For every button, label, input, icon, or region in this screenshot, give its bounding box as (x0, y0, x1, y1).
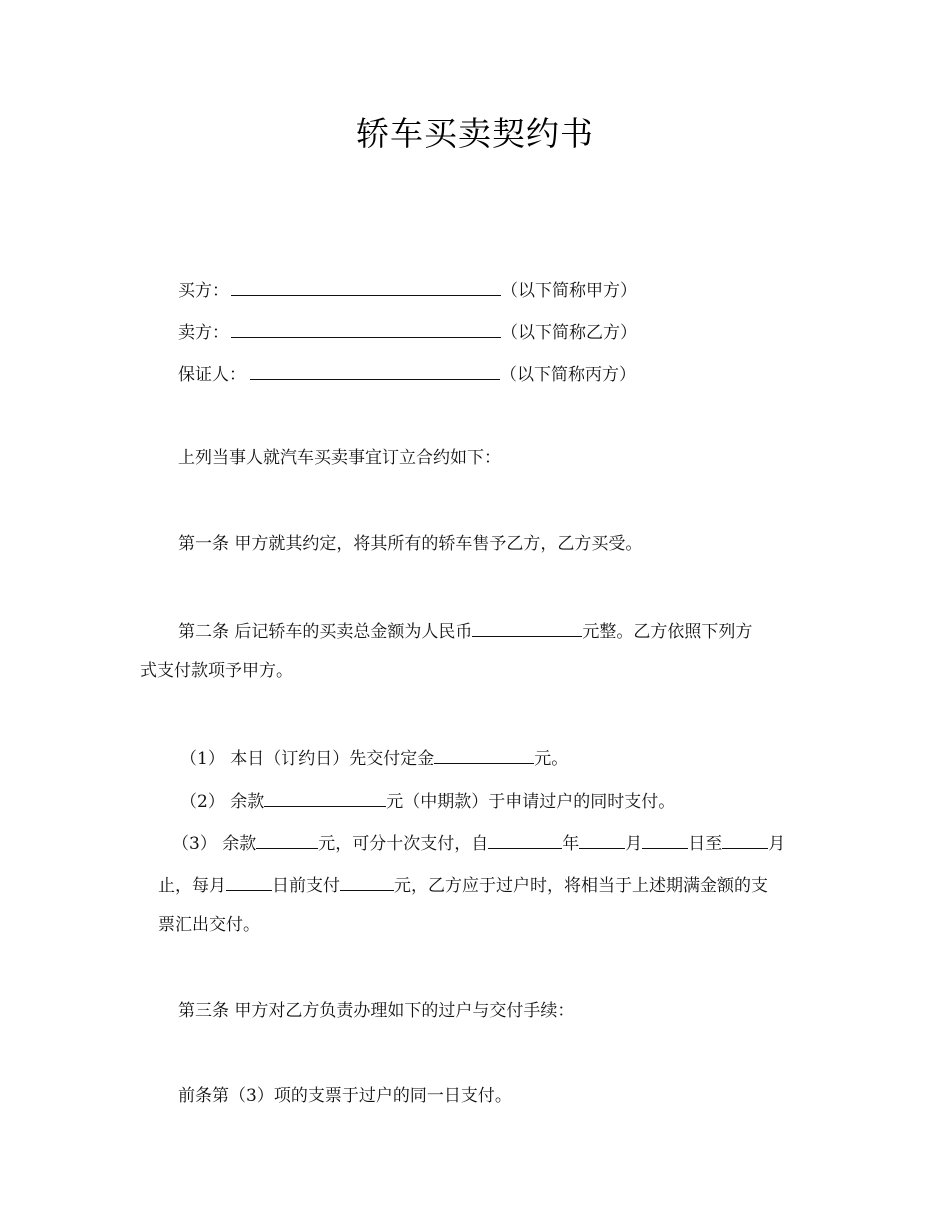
party-guarantor-line (178, 361, 636, 386)
party-buyer-line (178, 277, 637, 302)
party-guarantor-label: 保证人： (178, 365, 246, 385)
seller-name-blank[interactable] (231, 319, 501, 338)
article-3: 第三条 甲方对乙方负责办理如下的过户与交付手续： (178, 1001, 575, 1021)
item-3-line2-seg1: 日前支付 (272, 876, 340, 896)
cheque-clause: 前条第（3）项的支票于过户的同一日支付。 (178, 1086, 512, 1106)
deposit-amount-blank[interactable] (434, 745, 534, 764)
item-3-line-1 (172, 830, 785, 855)
buyer-name-blank[interactable] (231, 277, 501, 296)
start-day-blank[interactable] (642, 830, 688, 849)
total-amount-blank[interactable] (472, 618, 582, 637)
item-3-line-3: 票汇出交付。 (158, 915, 260, 935)
item-3-seg2: 年 (562, 834, 580, 854)
monthly-amount-blank[interactable] (340, 872, 394, 891)
item-1-suffix: 元。 (534, 749, 569, 769)
balance-amount-blank[interactable] (256, 830, 318, 849)
article-2-line-1 (178, 618, 752, 643)
party-buyer-label: 买方： (178, 281, 229, 301)
document-title: 轿车买卖契约书 (356, 114, 594, 153)
party-seller-label: 卖方： (178, 323, 229, 343)
item-3-line2-prefix: 止，每月 (158, 876, 226, 896)
article-2-prefix: 第二条 后记轿车的买卖总金额为人民币 (178, 622, 473, 642)
party-seller-line (178, 319, 637, 344)
item-3-seg1: 元，可分十次支付，自 (318, 834, 489, 854)
item-3-seg4: 日至 (688, 834, 723, 854)
item-1-prefix: （1） 本日（订约日）先交付定金 (180, 749, 435, 769)
start-year-blank[interactable] (488, 830, 562, 849)
party-buyer-suffix: （以下简称甲方） (501, 281, 637, 301)
party-seller-suffix: （以下简称乙方） (501, 323, 637, 343)
start-month-blank[interactable] (579, 830, 625, 849)
end-month-blank[interactable] (722, 830, 768, 849)
article-2-line-2: 式支付款项予甲方。 (140, 661, 293, 681)
item-3-line2-seg2: 元，乙方应于过户时，将相当于上述期满金额的支 (394, 876, 768, 896)
item-1 (180, 745, 568, 770)
article-1: 第一条 甲方就其约定，将其所有的轿车售予乙方，乙方买受。 (178, 534, 643, 554)
item-2-prefix: （2） 余款 (180, 792, 265, 812)
item-2-suffix: 元（中期款）于申请过户的同时支付。 (386, 792, 676, 812)
item-3-seg3: 月 (625, 834, 643, 854)
item-3-seg5: 月 (768, 834, 786, 854)
article-2-suffix: 元整。乙方依照下列方 (582, 622, 753, 642)
item-3-prefix: （3） 余款 (172, 834, 257, 854)
guarantor-name-blank[interactable] (250, 361, 500, 380)
monthly-day-blank[interactable] (226, 872, 272, 891)
intro-paragraph: 上列当事人就汽车买卖事宜订立合约如下： (178, 448, 501, 468)
party-guarantor-suffix: （以下简称丙方） (500, 365, 636, 385)
mid-payment-blank[interactable] (264, 788, 386, 807)
item-3-line-2 (158, 872, 768, 897)
item-2 (180, 788, 675, 813)
